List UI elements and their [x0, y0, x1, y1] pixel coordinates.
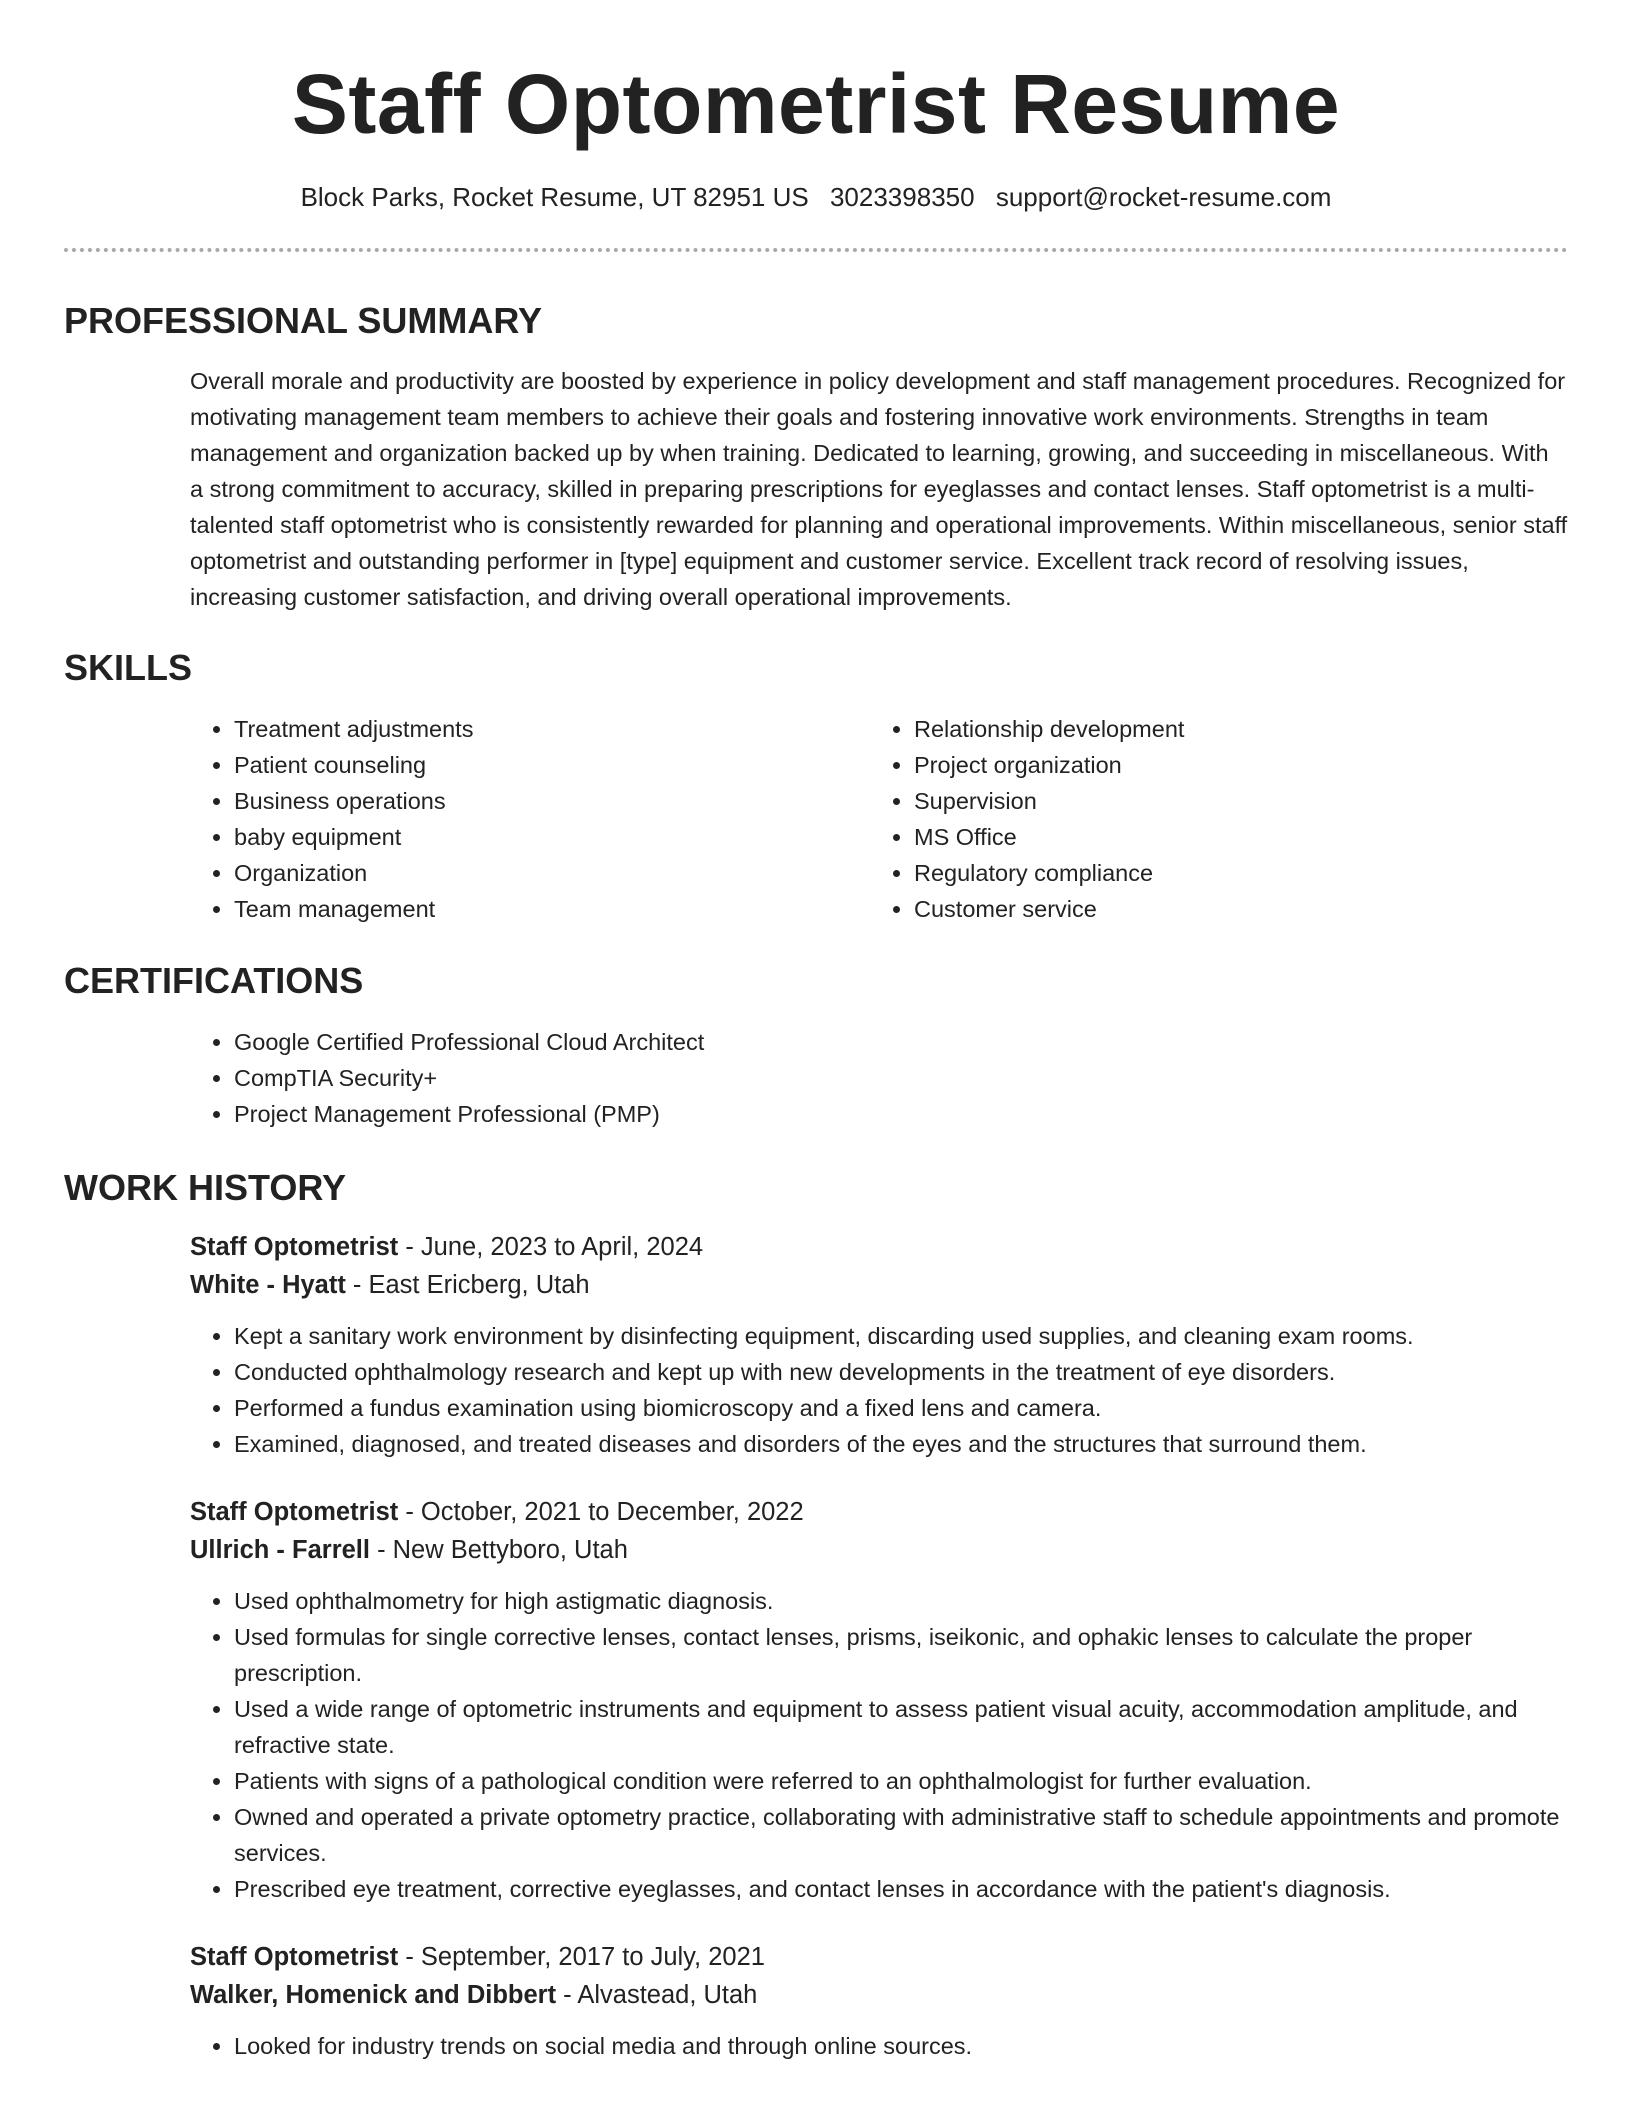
job-dates: - October, 2021 to December, 2022: [398, 1498, 804, 1526]
job-title: Staff Optometrist: [190, 1498, 399, 1526]
certification-item: • Google Certified Professional Cloud Architect: [234, 1024, 1568, 1060]
contact-line: [64, 182, 1568, 213]
skill-item: • baby equipment: [234, 819, 870, 855]
job-company-line: [190, 1976, 1568, 2014]
job-title: Staff Optometrist: [190, 1943, 399, 1971]
job-bullets: [190, 1583, 1568, 1907]
job-location: - Alvastead, Utah: [556, 1981, 758, 2009]
certifications-list: [190, 1024, 1568, 1132]
skill-item: • MS Office: [914, 819, 1550, 855]
summary-section: [190, 363, 1568, 615]
job-bullet: • Looked for industry trends on social media and through online sources.: [234, 2028, 1568, 2064]
job-title-line: [190, 1228, 1568, 1266]
job-bullet: • Performed a fundus examination using biomicroscopy and a fixed lens and camera.: [234, 1390, 1568, 1426]
job-bullet: • Used formulas for single corrective lenses, contact lenses, prisms, iseikonic, and ophakic lenses to calculate the proper prescription.: [234, 1619, 1568, 1691]
job-title-line: [190, 1938, 1568, 1976]
job-company: Ullrich - Farrell: [190, 1536, 370, 1564]
skills-list-right: [870, 711, 1550, 927]
skill-item: • Business operations: [234, 783, 870, 819]
contact-phone: 3023398350: [829, 182, 975, 212]
job-company: White - Hyatt: [190, 1271, 346, 1299]
summary-heading: PROFESSIONAL SUMMARY: [64, 300, 543, 341]
resume-page: [64, 0, 1568, 2064]
job-entry: [190, 1938, 1568, 2064]
summary-text: Overall morale and productivity are boosted by experience in policy development and staff management procedures. Recognized for motivating management team members to achieve their goals and fostering innovative work environments. Strengths in team management and organization backed up by when training. Dedicated to learning, growing, and succeeding in miscellaneous. With a strong commitment to accuracy, skilled in preparing prescriptions for eyeglasses and contact lenses. Staff optometrist is a multi-talented staff optometrist who is consistently rewarded for planning and operational improvements. Within miscellaneous, senior staff optometrist and outstanding performer in [type] equipment and customer service. Excellent track record of resolving issues, increasing customer satisfaction, and driving overall operational improvements.: [190, 368, 1568, 610]
certifications-heading: CERTIFICATIONS: [64, 960, 364, 1001]
job-dates: - June, 2023 to April, 2024: [398, 1233, 704, 1261]
skills-list-left: [190, 711, 870, 927]
page-title: Staff Optometrist Resume: [291, 57, 1341, 151]
skill-item: • Regulatory compliance: [914, 855, 1550, 891]
skill-item: • Organization: [234, 855, 870, 891]
header-divider: [64, 248, 1568, 252]
skill-item: • Customer service: [914, 891, 1550, 927]
job-dates: - September, 2017 to July, 2021: [398, 1943, 765, 1971]
skill-item: • Project organization: [914, 747, 1550, 783]
job-location: - East Ericberg, Utah: [345, 1271, 590, 1299]
job-bullet: • Kept a sanitary work environment by disinfecting equipment, discarding used supplies, and cleaning exam rooms.: [234, 1318, 1568, 1354]
job-title: Staff Optometrist: [190, 1233, 399, 1261]
certification-item: • Project Management Professional (PMP): [234, 1096, 1568, 1132]
skill-item: • Treatment adjustments: [234, 711, 870, 747]
certification-item: • CompTIA Security+: [234, 1060, 1568, 1096]
job-bullet: • Examined, diagnosed, and treated diseases and disorders of the eyes and the structures that surround them.: [234, 1426, 1568, 1462]
skill-item: • Patient counseling: [234, 747, 870, 783]
job-bullet: • Conducted ophthalmology research and kept up with new developments in the treatment of eye disorders.: [234, 1354, 1568, 1390]
job-location: - New Bettyboro, Utah: [369, 1536, 628, 1564]
job-bullets: [190, 1318, 1568, 1462]
job-entry: [190, 1228, 1568, 1462]
job-title-line: [190, 1493, 1568, 1531]
certifications-section: [190, 1024, 1568, 1132]
work-history-heading: WORK HISTORY: [64, 1167, 347, 1208]
skill-item: • Team management: [234, 891, 870, 927]
job-bullets: [190, 2028, 1568, 2064]
skills-heading: SKILLS: [64, 647, 193, 688]
skills-column-left: [190, 711, 870, 927]
skills-column-right: [870, 711, 1550, 927]
contact-email: support@rocket-resume.com: [995, 182, 1332, 212]
job-bullet: • Owned and operated a private optometry practice, collaborating with administrative staff to schedule appointments and promote services.: [234, 1799, 1568, 1871]
skill-item: • Supervision: [914, 783, 1550, 819]
job-company: Walker, Homenick and Dibbert: [190, 1981, 557, 2009]
skill-item: • Relationship development: [914, 711, 1550, 747]
job-company-line: [190, 1531, 1568, 1569]
contact-address: Block Parks, Rocket Resume, UT 82951 US: [300, 182, 809, 212]
job-bullet: • Used a wide range of optometric instruments and equipment to assess patient visual acuity, accommodation amplitude, and refractive state.: [234, 1691, 1568, 1763]
job-bullet: • Patients with signs of a pathological condition were referred to an ophthalmologist for further evaluation.: [234, 1763, 1568, 1799]
job-bullet: • Used ophthalmometry for high astigmatic diagnosis.: [234, 1583, 1568, 1619]
skills-section: [190, 711, 1568, 927]
job-entry: [190, 1493, 1568, 1907]
job-company-line: [190, 1266, 1568, 1304]
job-bullet: • Prescribed eye treatment, corrective eyeglasses, and contact lenses in accordance with the patient's diagnosis.: [234, 1871, 1568, 1907]
